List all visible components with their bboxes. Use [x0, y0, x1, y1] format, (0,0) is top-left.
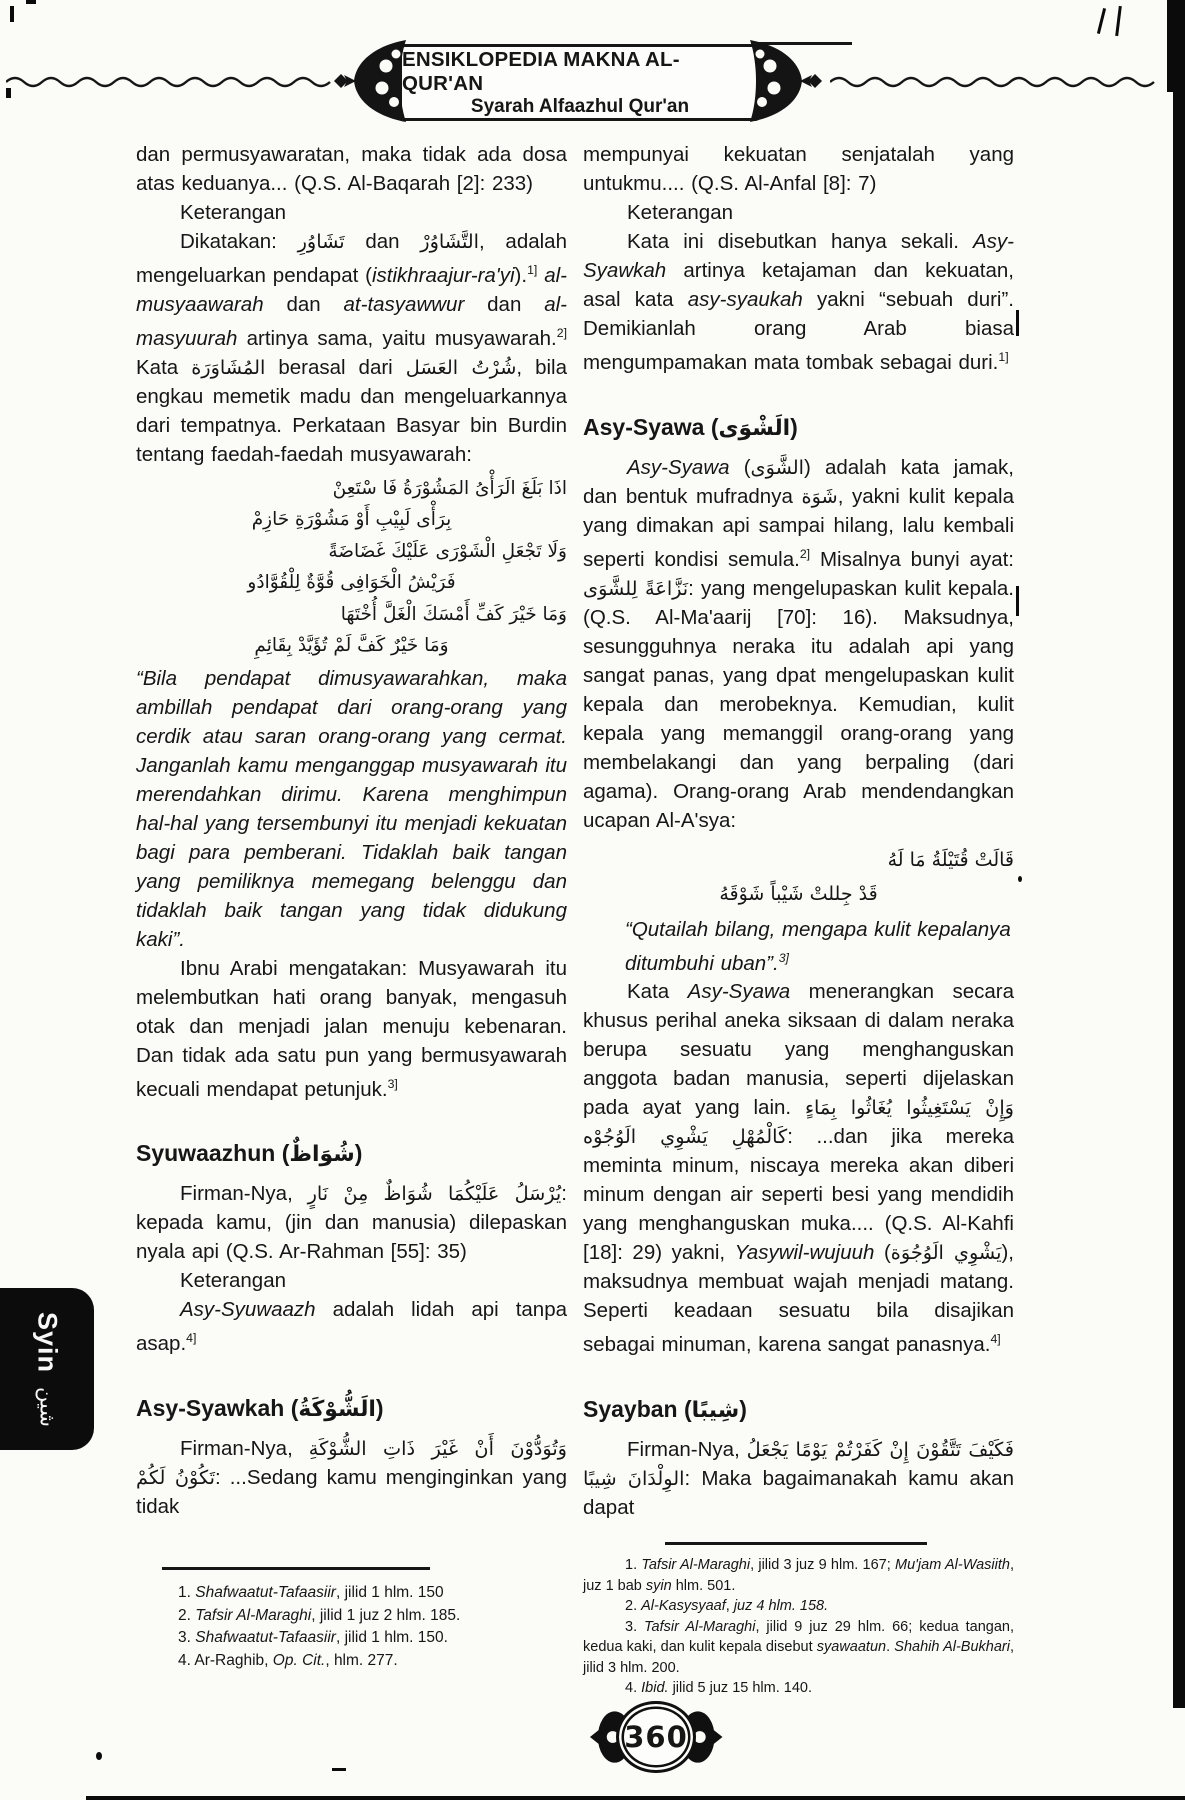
arabic-verse: [583, 843, 1014, 911]
section-heading-syawa: Asy-Syawa (الَشْوَى): [583, 413, 798, 441]
footnote: 2. Al-Kasysyaaf, juz 4 hlm. 158.: [625, 1598, 829, 1615]
scan-artifact: [26, 0, 36, 4]
keterangan-label: Keterangan: [180, 201, 287, 224]
left-column: [136, 140, 567, 1699]
text-columns: [136, 140, 1014, 1699]
footnotes-right: [583, 1542, 1014, 1699]
scan-artifact-bottom-edge: [86, 1796, 1185, 1800]
scan-artifact: [332, 1768, 346, 1771]
paragraph-kata-ini: Kata ini disebutkan hanya sekali. Asy-Syawkah artinya ketajaman dan kekuatan, asal kata asy-syaukah yakni “sebuah duri”. Demikianlah orang Arab biasa mengumpamakan mata tombak sebagai duri.$^{1]}$: [583, 230, 1014, 374]
arabic-poem-line: وَمَا خَيْرَ كَفِّ أَمْسَكَ الْغَلَّ أُخْتَهَا: [340, 603, 567, 625]
header-wavy-line-left: [6, 70, 334, 97]
arabic-poem-line: وَمَا خَيْرٌ كَفَّ لَمْ تُؤَيَّدْ بِقَائِمِ: [254, 635, 449, 657]
paragraph-syuwaazh-definition: Asy-Syuwaazh adalah lidah api tanpa asap.$^{4]}$: [136, 1298, 567, 1356]
scan-artifact-right-edge: [1173, 0, 1185, 1708]
arabic-poem: [136, 473, 567, 662]
right-column: [583, 140, 1014, 1699]
arabic-poem-line: اذَا بَلَغَ الَرَأْىُ المَشُوْرَةُ فَا سْتَعِنْ: [332, 477, 567, 499]
paragraph-kata-syawa: Kata Asy-Syawa menerangkan secara khusus perihal aneka siksaan di dalam neraka berupa sesuatu yang menghanguskan anggota badan manusia, seperti dijelaskan pada ayat yang lain. وَإِنْ يَسْتَغِيثُوا يُغَاثُوا بِمَاءٍ كَالْمُهْلِ يَشْوِي الَوُجُوْه: ...dan jika mereka meminta minum, niscaya mereka akan diberi minum dengan air seperti besi yang mendidih yang menghanguskan muka.... (Q.S. Al-Kahfi [18]: 29) yakni, Yasywil-wujuuh (يَشْوِي الَوُجُوَة), maksudnya membuat wajah menjadi matang. Seperti keadaan sesuatu bila disajikan sebagai minuman, karena sangat panasnya.$^{4]}$: [583, 980, 1014, 1357]
footnote: 3. Tafsir Al-Maraghi, jilid 9 juz 29 hlm. 66; kedua tangan, kedua kaki, dan kulit kepala disebut syawaatun. Shahih Al-Bukhari, jilid 3 hlm. 200.: [583, 1618, 1014, 1676]
header-ornament-icon: [748, 36, 822, 126]
page-header-banner: [399, 44, 761, 121]
paragraph-continuation: mempunyai kekuatan senjatalah yang untukmu.... (Q.S. Al-Anfal [8]: 7): [583, 143, 1014, 195]
scan-artifact: [1016, 310, 1019, 336]
arabic-poem-line: وَلَا تَجْعَلِ الْشَوْرَى عَلَيْكَ غَضَاضَةً: [328, 540, 567, 562]
book-title: ENSIKLOPEDIA MAKNA AL-QUR'AN: [402, 47, 680, 95]
keterangan-label: Keterangan: [627, 201, 734, 224]
book-subtitle: Syarah Alfaazhul Qur'an: [470, 95, 690, 117]
scan-artifact: [10, 6, 14, 22]
paragraph-syawa-definition: Asy-Syawa (الشَّوَى) adalah kata jamak, dan bentuk mufradnya شَوَة, yakni kulit kepala yang dimakan api sampai hilang, lalu kembali seperti kondisi semula.$^{2]}$ Misalnya bunyi ayat: نَزَّاعَةً لِلشَّوَى: yang mengelupaskan kulit kepala. (Q.S. Al-Ma'aarij [70]: 16). Maksudnya, sesungguhnya neraka itu adalah api yang sangat panas, yang dpat mengelupaskan kulit kepala dan merobeknya. Kemudian, kulit kepala yang memanggil orang-orang yang membelakangi dan yang berpaling (dari agama). Orang-orang Arab mendendangkan ucapan Al-A'sya:: [583, 455, 1015, 832]
page-number-oval: [616, 1701, 695, 1773]
thumb-index-tab-syin: [0, 1288, 94, 1450]
tab-label-arabic: شين: [35, 1386, 60, 1427]
arabic-verse-line: قَالَتْ قُتَيْلَةُ مَا لَهُ: [887, 848, 1014, 871]
section-heading-syawkah: Asy-Syawkah (الَشُّوْكَةُ): [136, 1395, 384, 1423]
scan-artifact: [6, 88, 11, 98]
verse-translation-quote: “Qutailah bilang, mengapa kulit kepalanya ditumbuhi uban”.$^{3]}$: [625, 917, 1011, 975]
arabic-poem-line: بِرَأْى لَبِيْبِ أَوْ مَشُوْرَةِ حَازِمْ: [251, 509, 452, 531]
paragraph-dikatakan: Dikatakan: تَشَاوُرِ dan التَّشَاوُرْ, adalah mengeluarkan pendapat (istikhraajur-ra'yi).$^{1]}$ al-musyaawarah dan at-tasyawwur dan al-masyuurah artinya sama, yaitu musyawarah.$^{2]}$ Kata المُشَاوَرَة berasal dari شُرْتُ العَسَل, bila engkau memetik madu dan mengeluarkannya dari tempatnya. Perkataan Basyar bin Burdin tentang faedah-faedah musyawarah:: [136, 230, 568, 466]
thumb-index-tab-label: [32, 1312, 63, 1427]
arabic-poem-line: فَرَيْشُ الْخَوَافِى قُوَّةٌ لِلْقُوَّادُو: [247, 572, 456, 594]
footnote-rule: [162, 1567, 430, 1570]
keterangan-label: Keterangan: [180, 1269, 287, 1293]
scan-artifact: [1018, 876, 1022, 882]
tab-label-latin: Syin: [32, 1311, 63, 1373]
scan-artifact: [96, 1752, 102, 1760]
paragraph-continuation: dan permusyawaratan, maka tidak ada dosa atas keduanya... (Q.S. Al-Baqarah [2]: 233): [136, 143, 567, 195]
footnote: 1. Shafwaatut-Tafaasiir, jilid 1 hlm. 150: [178, 1584, 444, 1602]
footnote: 1. Tafsir Al-Maraghi, jilid 3 juz 9 hlm. 167; Mu'jam Al-Wasiith, juz 1 bab syin hlm. 501.: [583, 1557, 1015, 1594]
scan-artifact-right-edge: [1167, 0, 1173, 92]
poem-translation-quote: “Bila pendapat dimusyawarahkan, maka ambillah pendapat dari orang-orang yang cerdik atau saran orang-orang yang cermat. Janganlah kamu menganggap musyawarah itu merendahkan dirimu. Karena menghimpun hal-hal yang tersembunyi itu menjadi kekuatan bagi para pemberani. Tidaklah baik tangan yang pemiliknya memegang belenggu dan tidaklah baik tangan yang tidak didukung kaki”.: [136, 666, 567, 951]
header-wavy-line-right: [830, 70, 1158, 97]
scan-artifact: [1016, 586, 1019, 616]
header-ornament-icon: [334, 36, 408, 126]
scan-artifact: [1115, 6, 1122, 36]
footnote-rule: [665, 1542, 927, 1545]
footnotes-left: [136, 1567, 567, 1672]
arabic-verse-line: قَدْ جِللتْ شَيْباً شَوْقَهُ: [719, 882, 878, 905]
section-heading-syuwaazhun: Syuwaazhun (شُوَاظٌ): [136, 1140, 363, 1168]
section-heading-syayban: Syayban (شِيبًا): [583, 1396, 747, 1424]
paragraph-firman-syuwaazhun: Firman-Nya, يُرْسَلُ عَلَيْكُمَا شُوَاظٌ مِنْ نَارٍ: kepada kamu, (jin dan manusia) dilepaskan nyala api (Q.S. Ar-Rahman [55]: 35): [136, 1182, 567, 1264]
paragraph-firman-syawkah: Firman-Nya, وَتُوَدُّوْنَ أَنْ غَيْرَ ذَاتِ الشُّوْكَةِ تَكُوْنُ لَكُمْ: ...Sedang kamu menginginkan yang tidak: [136, 1437, 567, 1519]
footnote: 4. Ibid. jilid 5 juz 15 hlm. 140.: [625, 1680, 813, 1697]
scan-artifact: [1097, 8, 1106, 34]
footnote: 2. Tafsir Al-Maraghi, jilid 1 juz 2 hlm. 185.: [178, 1606, 461, 1624]
footnote: 4. Ar-Raghib, Op. Cit., hlm. 277.: [178, 1651, 398, 1669]
page-number-medallion: [588, 1693, 724, 1781]
page-number: 360: [624, 1720, 688, 1754]
paragraph-ibnu-arabi: Ibnu Arabi mengatakan: Musyawarah itu melembutkan hati orang banyak, mengasuh otak dan menjadi jalan menuju kebenaran. Dan tidak ada satu pun yang bermusyawarah kecuali mendapat petunjuk.$^{3]}$: [136, 956, 567, 1101]
paragraph-firman-syayban: Firman-Nya, فَكَيْفَ تَتَّقُوْنَ إِنْ كَفَرْتُمْ يَوْمًا يَجْعَلُ الوِلْدَانَ شِيبًا : Maka bagaimanakah kamu akan dapat: [583, 1438, 1014, 1520]
footnote: 3. Shafwaatut-Tafaasiir, jilid 1 hlm. 150.: [178, 1629, 448, 1647]
